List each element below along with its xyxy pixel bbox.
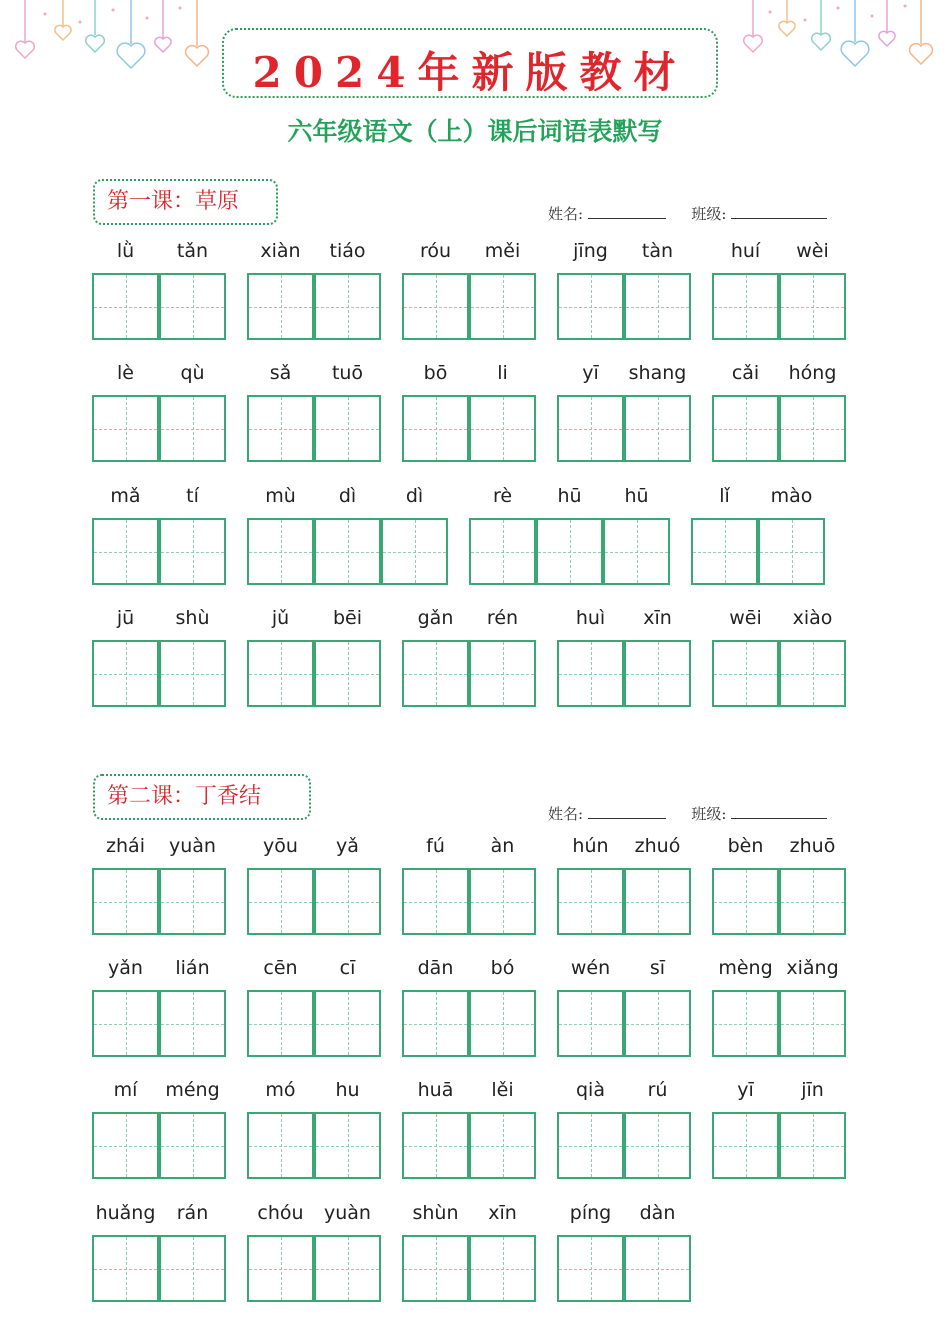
pinyin-label: huí: [730, 240, 761, 262]
pinyin-label: tí: [186, 485, 199, 507]
writing-cell[interactable]: [557, 640, 624, 707]
pinyin-label: píng: [569, 1202, 612, 1224]
pinyin-label: dān: [417, 957, 454, 979]
writing-cell[interactable]: [247, 1235, 314, 1302]
writing-cell[interactable]: [402, 1235, 469, 1302]
writing-cell[interactable]: [247, 518, 314, 585]
writing-cell[interactable]: [247, 990, 314, 1057]
writing-cell[interactable]: [247, 1112, 314, 1179]
writing-cell[interactable]: [314, 395, 381, 462]
writing-cell[interactable]: [691, 518, 758, 585]
writing-cell[interactable]: [624, 990, 691, 1057]
writing-cell[interactable]: [159, 273, 226, 340]
writing-cell[interactable]: [779, 395, 846, 462]
pinyin-label: sǎ: [269, 362, 292, 384]
student-info-2: [548, 803, 827, 824]
writing-cell[interactable]: [712, 990, 779, 1057]
pinyin-label: mù: [265, 485, 296, 507]
pinyin-label: bèn: [727, 835, 764, 857]
pinyin-label: měi: [484, 240, 521, 262]
pinyin-label: hún: [572, 835, 609, 857]
lesson-title-2: 第二课：丁香结: [93, 774, 311, 820]
pinyin-label: yī: [737, 1079, 754, 1101]
pinyin-label: huǎng: [95, 1202, 156, 1224]
writing-cell[interactable]: [159, 640, 226, 707]
writing-cell[interactable]: [381, 518, 448, 585]
writing-cell[interactable]: [469, 1235, 536, 1302]
writing-cell[interactable]: [557, 395, 624, 462]
pinyin-label: wèi: [796, 240, 829, 262]
writing-cell[interactable]: [402, 1112, 469, 1179]
pinyin-label: hū: [557, 485, 582, 507]
hearts-decoration-left: [5, 0, 220, 80]
writing-cell[interactable]: [469, 990, 536, 1057]
pinyin-label: tiáo: [329, 240, 366, 262]
pinyin-label: xiào: [792, 607, 833, 629]
class-blank[interactable]: [731, 204, 827, 219]
writing-cell[interactable]: [779, 990, 846, 1057]
pinyin-label: rán: [176, 1202, 209, 1224]
writing-cell[interactable]: [159, 868, 226, 935]
lesson-title-1: 第一课：草原: [93, 179, 278, 225]
class-label: 班级:: [691, 805, 727, 823]
pinyin-label: zhuō: [789, 835, 836, 857]
pinyin-label: xiàn: [260, 240, 301, 262]
writing-cell[interactable]: [469, 518, 536, 585]
pinyin-label: jīn: [801, 1079, 824, 1101]
writing-cell[interactable]: [603, 518, 670, 585]
writing-cell[interactable]: [159, 990, 226, 1057]
pinyin-label: jǔ: [271, 607, 290, 629]
pinyin-label: tàn: [641, 240, 674, 262]
pinyin-label: dì: [405, 485, 424, 507]
pinyin-label: huā: [417, 1079, 454, 1101]
pinyin-label: lǐ: [719, 485, 730, 507]
writing-cell[interactable]: [159, 395, 226, 462]
writing-cell[interactable]: [402, 273, 469, 340]
writing-cell[interactable]: [624, 868, 691, 935]
pinyin-label: tǎn: [176, 240, 209, 262]
writing-cell[interactable]: [314, 868, 381, 935]
pinyin-label: rén: [486, 607, 519, 629]
writing-cell[interactable]: [314, 640, 381, 707]
writing-cell[interactable]: [314, 1235, 381, 1302]
writing-cell[interactable]: [402, 990, 469, 1057]
writing-cell[interactable]: [712, 395, 779, 462]
writing-cell[interactable]: [247, 395, 314, 462]
pinyin-label: méng: [165, 1079, 220, 1101]
pinyin-label: yuàn: [324, 1202, 371, 1224]
writing-cell[interactable]: [469, 395, 536, 462]
page-title: 2024年新版教材: [252, 48, 688, 97]
writing-cell[interactable]: [469, 1112, 536, 1179]
writing-cell[interactable]: [92, 273, 159, 340]
writing-cell[interactable]: [314, 518, 381, 585]
writing-cell[interactable]: [314, 1112, 381, 1179]
writing-cell[interactable]: [779, 868, 846, 935]
writing-cell[interactable]: [247, 640, 314, 707]
class-label: 班级:: [691, 205, 727, 223]
pinyin-label: fú: [426, 835, 445, 857]
writing-cell[interactable]: [557, 868, 624, 935]
writing-cell[interactable]: [92, 395, 159, 462]
pinyin-label: xīn: [643, 607, 672, 629]
writing-cell[interactable]: [624, 640, 691, 707]
pinyin-label: sī: [649, 957, 666, 979]
writing-cell[interactable]: [159, 1112, 226, 1179]
pinyin-label: róu: [419, 240, 452, 262]
pinyin-label: hu: [335, 1079, 360, 1101]
writing-cell[interactable]: [712, 640, 779, 707]
writing-cell[interactable]: [92, 1112, 159, 1179]
writing-cell[interactable]: [92, 990, 159, 1057]
writing-cell[interactable]: [758, 518, 825, 585]
writing-cell[interactable]: [779, 1112, 846, 1179]
pinyin-label: lián: [175, 957, 210, 979]
writing-cell[interactable]: [314, 990, 381, 1057]
writing-cell[interactable]: [247, 273, 314, 340]
pinyin-label: cī: [339, 957, 356, 979]
name-blank[interactable]: [588, 204, 666, 219]
writing-cell[interactable]: [159, 518, 226, 585]
name-blank[interactable]: [588, 804, 666, 819]
pinyin-label: shùn: [412, 1202, 459, 1224]
student-info-1: [548, 203, 827, 224]
pinyin-label: rú: [647, 1079, 668, 1101]
writing-cell[interactable]: [557, 1112, 624, 1179]
pinyin-label: mí: [113, 1079, 138, 1101]
writing-cell[interactable]: [712, 868, 779, 935]
writing-cell[interactable]: [247, 868, 314, 935]
pinyin-label: mǎ: [110, 485, 141, 507]
writing-cell[interactable]: [92, 640, 159, 707]
page-subtitle: 六年级语文（上）课后词语表默写: [287, 117, 663, 146]
hearts-decoration-right: [735, 0, 945, 80]
writing-cell[interactable]: [402, 640, 469, 707]
pinyin-label: mào: [770, 485, 813, 507]
writing-cell[interactable]: [469, 640, 536, 707]
pinyin-label: bō: [423, 362, 448, 384]
writing-cell[interactable]: [557, 273, 624, 340]
class-blank[interactable]: [731, 804, 827, 819]
pinyin-label: rè: [492, 485, 513, 507]
pinyin-label: xiǎng: [786, 957, 839, 979]
pinyin-label: yōu: [263, 835, 298, 857]
pinyin-label: zhuó: [634, 835, 681, 857]
pinyin-label: lěi: [491, 1079, 514, 1101]
writing-cell[interactable]: [712, 1112, 779, 1179]
writing-cell[interactable]: [402, 868, 469, 935]
pinyin-label: àn: [490, 835, 515, 857]
pinyin-label: bēi: [332, 607, 363, 629]
writing-cell[interactable]: [92, 518, 159, 585]
writing-cell[interactable]: [557, 1235, 624, 1302]
pinyin-label: wén: [570, 957, 611, 979]
pinyin-label: bó: [490, 957, 515, 979]
pinyin-label: jīng: [573, 240, 608, 262]
pinyin-label: cēn: [263, 957, 298, 979]
pinyin-label: cǎi: [731, 362, 760, 384]
writing-cell[interactable]: [536, 518, 603, 585]
pinyin-label: yǎn: [108, 957, 143, 979]
writing-cell[interactable]: [469, 273, 536, 340]
writing-cell[interactable]: [314, 273, 381, 340]
pinyin-label: gǎn: [417, 607, 454, 629]
name-label: 姓名:: [548, 205, 584, 223]
pinyin-label: yī: [582, 362, 599, 384]
pinyin-label: li: [497, 362, 508, 384]
writing-cell[interactable]: [779, 273, 846, 340]
pinyin-label: dàn: [639, 1202, 676, 1224]
writing-cell[interactable]: [779, 640, 846, 707]
pinyin-label: yǎ: [336, 835, 359, 857]
writing-cell[interactable]: [469, 868, 536, 935]
writing-cell[interactable]: [624, 1112, 691, 1179]
pinyin-label: shù: [175, 607, 210, 629]
pinyin-label: tuō: [331, 362, 364, 384]
pinyin-label: chóu: [257, 1202, 304, 1224]
pinyin-label: qià: [576, 1079, 605, 1101]
title-frame: [222, 28, 718, 98]
pinyin-label: yuàn: [169, 835, 216, 857]
pinyin-label: lè: [117, 362, 134, 384]
pinyin-label: dì: [338, 485, 357, 507]
pinyin-label: lǜ: [116, 240, 135, 262]
pinyin-label: zhái: [106, 835, 145, 857]
pinyin-label: huì: [575, 607, 606, 629]
pinyin-label: shang: [628, 362, 687, 384]
pinyin-label: jū: [116, 607, 135, 629]
pinyin-label: hóng: [788, 362, 837, 384]
writing-cell[interactable]: [712, 273, 779, 340]
name-label: 姓名:: [548, 805, 584, 823]
pinyin-label: xīn: [488, 1202, 517, 1224]
writing-cell[interactable]: [557, 990, 624, 1057]
writing-cell[interactable]: [92, 1235, 159, 1302]
pinyin-label: mèng: [718, 957, 773, 979]
writing-cell[interactable]: [402, 395, 469, 462]
pinyin-label: qù: [180, 362, 205, 384]
writing-cell[interactable]: [624, 395, 691, 462]
writing-cell[interactable]: [624, 273, 691, 340]
writing-cell[interactable]: [159, 1235, 226, 1302]
pinyin-label: hū: [624, 485, 649, 507]
pinyin-label: wēi: [729, 607, 762, 629]
pinyin-label: mó: [265, 1079, 296, 1101]
writing-cell[interactable]: [624, 1235, 691, 1302]
writing-cell[interactable]: [92, 868, 159, 935]
